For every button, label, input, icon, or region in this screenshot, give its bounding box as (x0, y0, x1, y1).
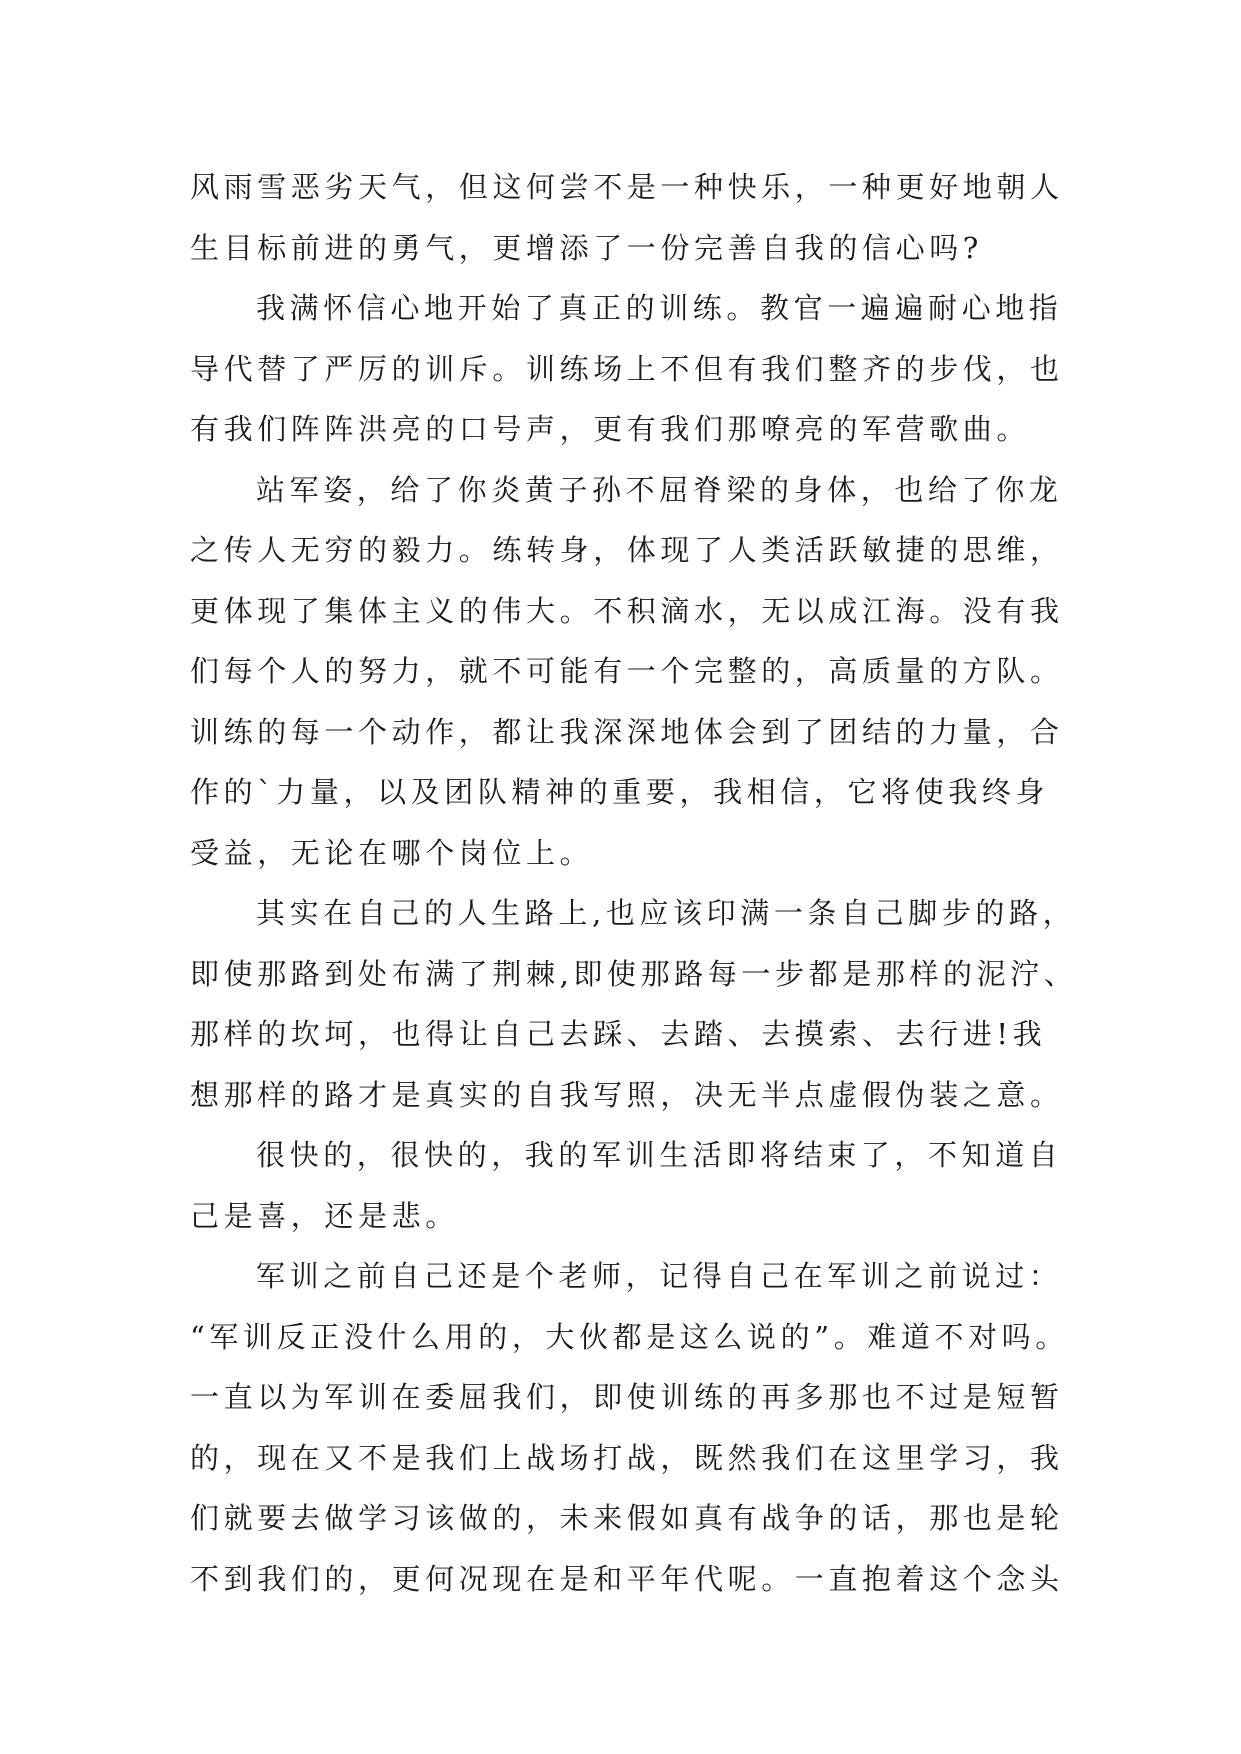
text-line: 风雨雪恶劣天气，但这何尝不是一种快乐，一种更好地朝人 (190, 170, 1064, 204)
text-line: 己是喜，还是悲。 (190, 1198, 459, 1233)
text-line: 们就要去做学习该做的，未来假如真有战争的话，那也是轮 (190, 1501, 1064, 1535)
text-line: 不到我们的，更何况现在是和平年代呢。一直抱着这个念头 (190, 1561, 1064, 1596)
text-line: 更体现了集体主义的伟大。不积滴水，无以成江海。没有我 (190, 593, 1064, 628)
text-line: 想那样的路才是真实的自我写照，决无半点虚假伪装之意。 (190, 1077, 1064, 1112)
text-line: 我满怀信心地开始了真正的训练。教官一遍遍耐心地指 (256, 291, 1063, 325)
text-line: “军训反正没什么用的，大伙都是这么说的”。难道不对吗。 (190, 1319, 1069, 1354)
text-line: 其实在自己的人生路上,也应该印满一条自己脚步的路， (256, 896, 1077, 930)
body-text (190, 157, 1078, 1609)
text-line: 之传人无穷的毅力。练转身，体现了人类活跃敏捷的思维， (190, 533, 1064, 567)
text-line: 即使那路到处布满了荆棘,即使那路每一步都是那样的泥泞、 (190, 956, 1078, 991)
text-line: 一直以为军训在委屈我们，即使训练的再多那也不过是短暂 (190, 1380, 1064, 1414)
text-line: 训练的每一个动作，都让我深深地体会到了团结的力量，合 (190, 714, 1064, 749)
text-line: 作的`力量，以及团队精神的重要，我相信，它将使我终身 (190, 775, 1050, 809)
text-line: 受益，无论在哪个岗位上。 (190, 835, 594, 870)
text-line: 导代替了严厉的训斥。训练场上不但有我们整齐的步伐，也 (190, 351, 1064, 386)
text-line: 军训之前自己还是个老师，记得自己在军训之前说过： (256, 1259, 1063, 1293)
text-line: 有我们阵阵洪亮的口号声，更有我们那嘹亮的军营歌曲。 (190, 412, 1031, 446)
text-line: 很快的，很快的，我的军训生活即将结束了，不知道自 (256, 1138, 1063, 1172)
text-line: 们每个人的努力，就不可能有一个完整的，高质量的方队。 (190, 654, 1064, 688)
text-line: 生目标前进的勇气，更增添了一份完善自我的信心吗? (190, 230, 983, 265)
text-line: 那样的坎坷，也得让自己去踩、去踏、去摸索、去行进!我 (190, 1017, 1047, 1051)
text-line: 站军姿，给了你炎黄子孙不屈脊梁的身体，也给了你龙 (256, 472, 1063, 507)
text-line: 的，现在又不是我们上战场打战，既然我们在这里学习，我 (190, 1440, 1064, 1475)
